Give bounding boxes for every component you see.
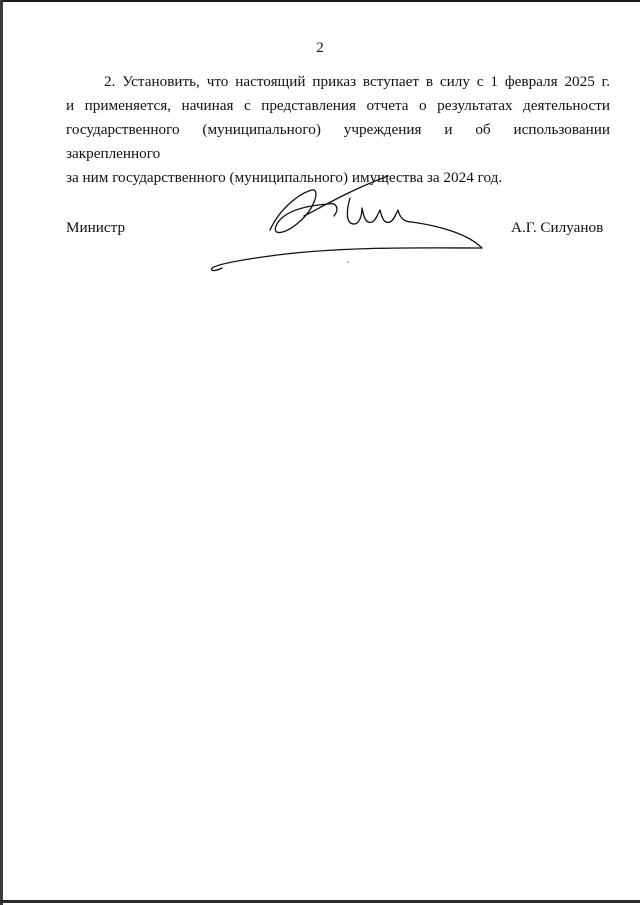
paragraph-line: за ним государственного (муниципального) имущества за 2024 год. — [66, 169, 503, 186]
scan-border-bottom — [0, 900, 640, 903]
paragraph-line: государственного (муниципального) учреждения и об использовании закрепленного — [66, 121, 610, 162]
scan-border-top — [0, 0, 640, 2]
signer-role: Министр — [66, 219, 126, 236]
handwritten-signature-icon — [200, 168, 500, 288]
paragraph-line: 2. Установить, что настоящий приказ вступает в силу с 1 февраля 2025 г. — [104, 73, 610, 90]
scan-border-left — [0, 0, 3, 905]
paragraph-line: и применяется, начиная с представления отчета о результатах деятельности — [66, 97, 610, 114]
signer-name: А.Г. Силуанов — [511, 219, 604, 236]
page-number: 2 — [316, 40, 324, 56]
